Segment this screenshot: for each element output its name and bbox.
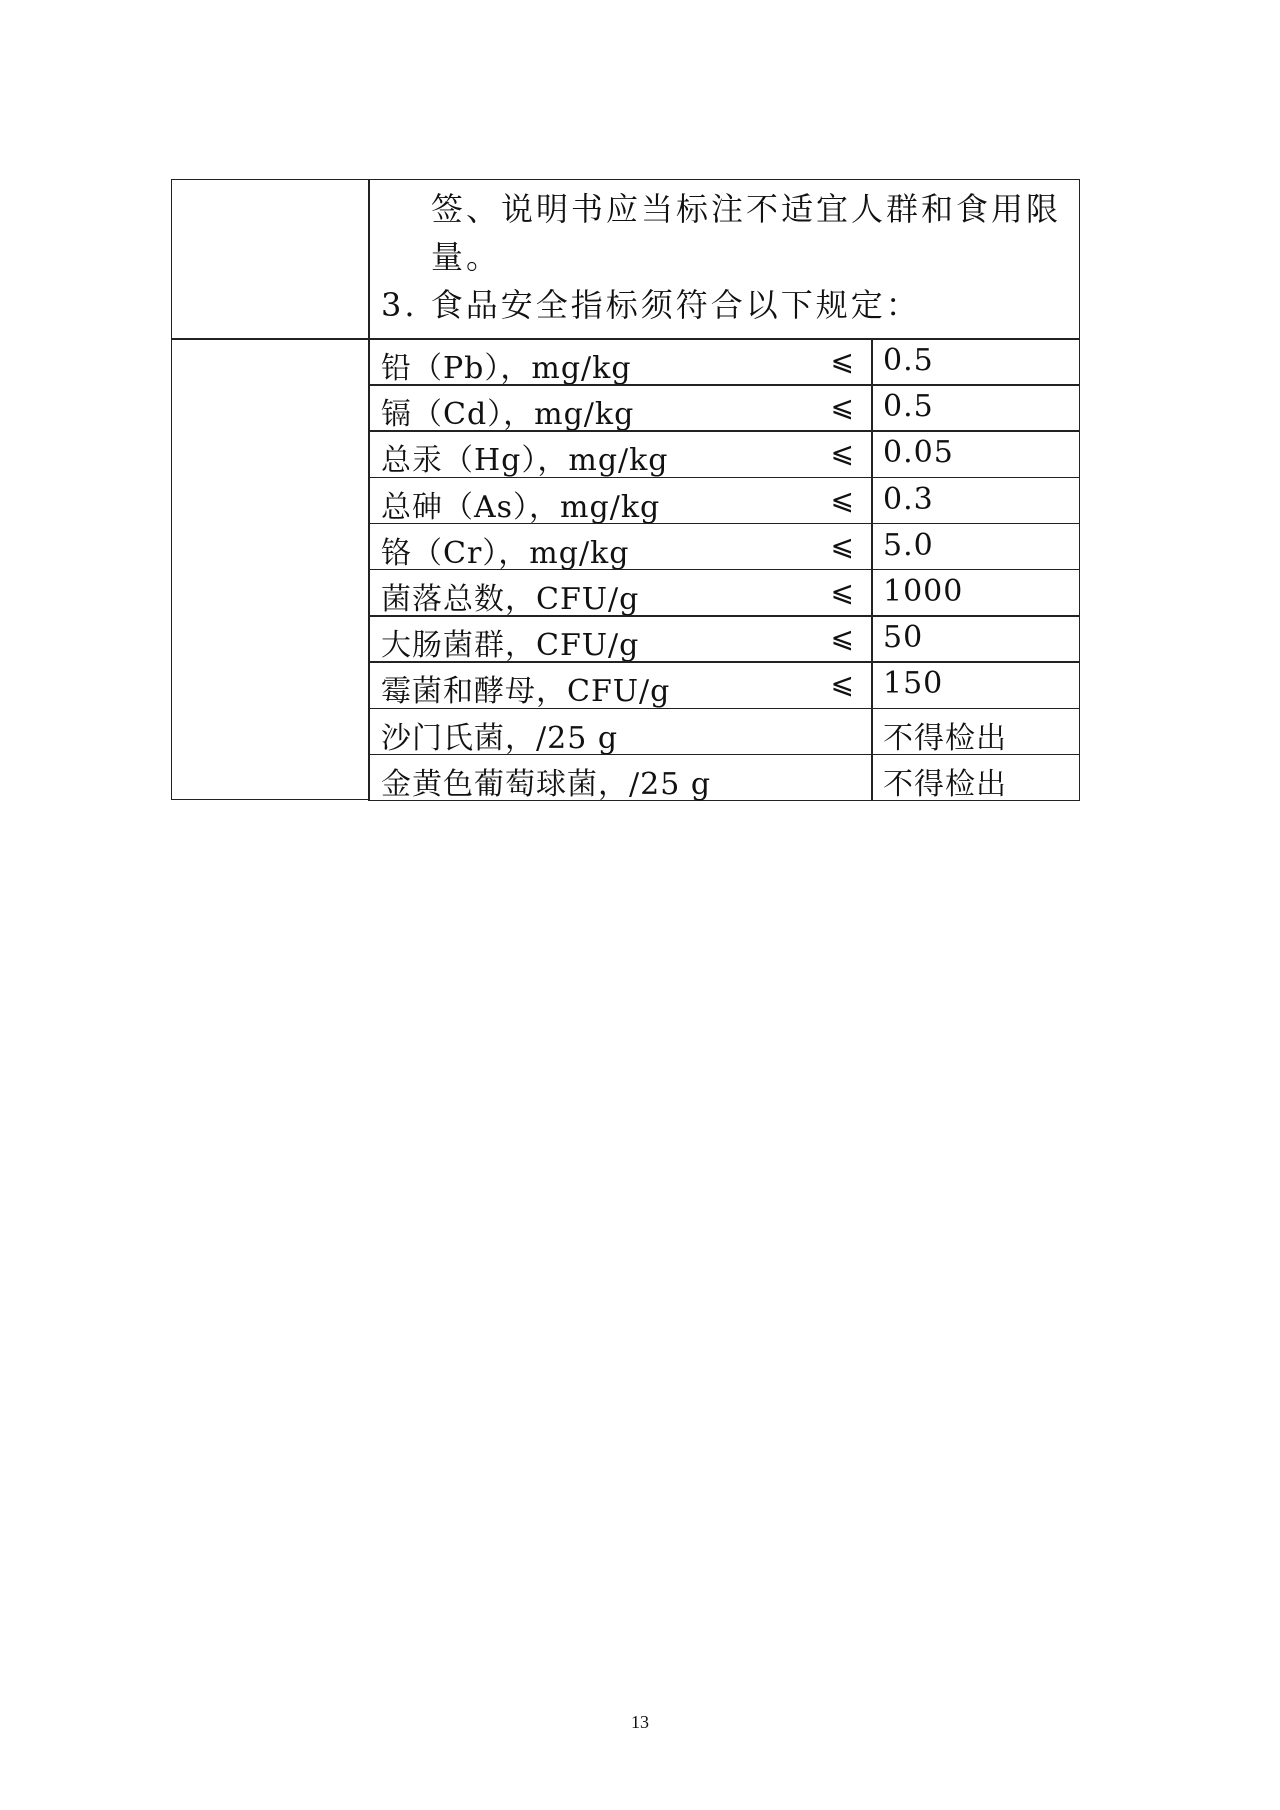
intro-line-1: 签、说明书应当标注不适宜人群和食用限 xyxy=(431,190,1062,228)
limit-item-cell xyxy=(368,384,873,432)
limit-item-cell xyxy=(368,569,873,617)
limit-value-cell xyxy=(871,661,1080,709)
limit-item-name: 总汞（Hg），mg/kg xyxy=(381,443,669,479)
less-or-equal-sign: ⩽ xyxy=(830,575,854,608)
limit-value-cell xyxy=(871,523,1080,571)
limit-item-cell xyxy=(368,754,873,802)
limit-value-cell xyxy=(871,430,1080,478)
left-blank-cell-top xyxy=(171,179,370,340)
limit-item-name: 金黄色葡萄球菌，/25 g xyxy=(381,766,712,802)
limit-item-name: 霉菌和酵母，CFU/g xyxy=(381,674,671,710)
limit-value: 不得检出 xyxy=(883,766,1007,802)
limit-item-cell xyxy=(368,523,873,571)
limit-item-name: 大肠菌群，CFU/g xyxy=(381,628,640,664)
limit-value: 50 xyxy=(883,620,924,656)
limit-item-cell xyxy=(368,430,873,478)
intro-line-3: 3. 食品安全指标须符合以下规定： xyxy=(381,286,921,324)
limit-value: 0.5 xyxy=(883,389,934,425)
limit-item-name: 铅（Pb），mg/kg xyxy=(381,351,632,386)
limit-value: 0.5 xyxy=(883,343,934,378)
less-or-equal-sign: ⩽ xyxy=(830,390,854,424)
less-or-equal-sign: ⩽ xyxy=(830,667,854,701)
limit-item-name: 铬（Cr），mg/kg xyxy=(381,535,630,571)
limit-value: 0.3 xyxy=(883,481,934,517)
limit-value-cell xyxy=(871,477,1080,525)
less-or-equal-sign: ⩽ xyxy=(830,528,854,562)
limit-item-cell xyxy=(368,708,873,756)
limit-value-cell xyxy=(871,338,1080,386)
limit-value: 0.05 xyxy=(883,435,954,471)
intro-text-cell xyxy=(368,179,1080,340)
limit-value: 1000 xyxy=(883,574,964,609)
limit-item-name: 总砷（As），mg/kg xyxy=(381,489,661,525)
left-blank-cell-bottom xyxy=(171,338,370,800)
limit-value-cell xyxy=(871,708,1080,756)
less-or-equal-sign: ⩽ xyxy=(830,482,854,516)
limit-value: 5.0 xyxy=(883,527,934,563)
limit-value-cell xyxy=(871,569,1080,617)
intro-line-2: 量。 xyxy=(431,238,502,276)
standards-table xyxy=(171,179,1080,800)
limit-item-name: 镉（Cd），mg/kg xyxy=(381,397,635,433)
limit-item-name: 菌落总数，CFU/g xyxy=(381,582,640,617)
limit-item-cell xyxy=(368,477,873,525)
limit-item-cell xyxy=(368,661,873,709)
limit-value: 不得检出 xyxy=(883,720,1007,756)
limit-value-cell xyxy=(871,754,1080,802)
less-or-equal-sign: ⩽ xyxy=(830,344,854,377)
limit-value-cell xyxy=(871,384,1080,432)
limit-value-cell xyxy=(871,615,1080,663)
limit-value: 150 xyxy=(883,666,944,702)
limit-item-cell xyxy=(368,338,873,386)
page-number: 13 xyxy=(631,1712,649,1732)
limit-item-cell xyxy=(368,615,873,663)
less-or-equal-sign: ⩽ xyxy=(830,436,854,470)
limit-item-name: 沙门氏菌，/25 g xyxy=(381,720,619,756)
less-or-equal-sign: ⩽ xyxy=(830,621,854,655)
